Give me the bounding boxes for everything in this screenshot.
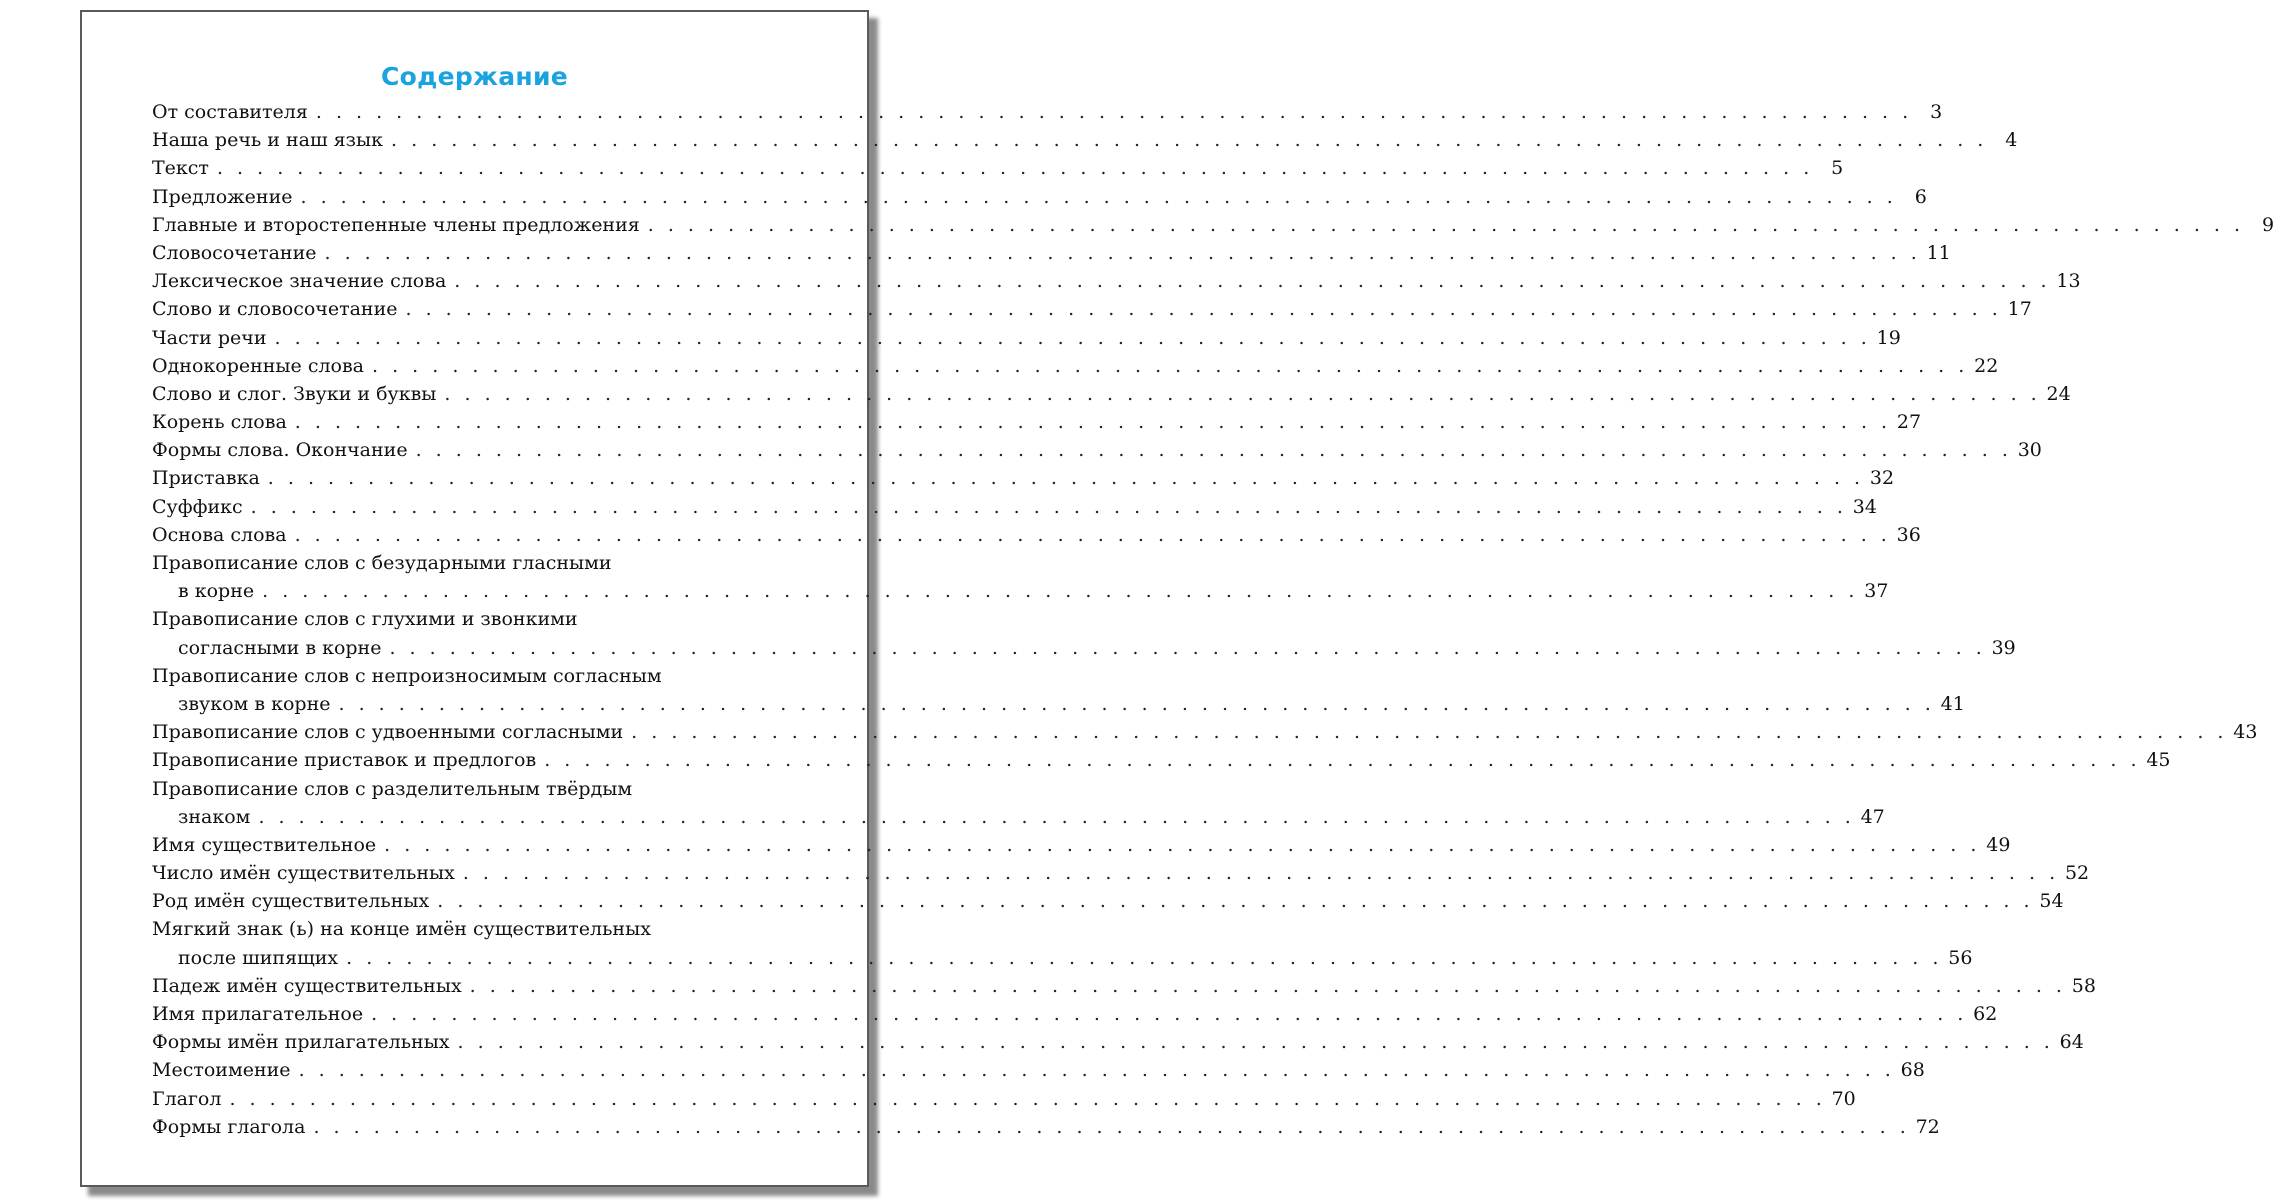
toc-entry[interactable] [152,408,1922,436]
toc-entry[interactable] [152,211,2274,239]
toc-page-number: 54 [2039,890,2064,913]
toc-entry[interactable] [152,239,1951,267]
dot-leader: . . . . . . . . . . . . . . . . . . . . . . . . . . . . . . . . . . . . . . . . . . . . . . . . . . . . . . . . . . . . . . . . . . . . . . . . . . . . . . . . [372,354,1969,377]
toc-entry[interactable] [152,859,2090,887]
toc-entry[interactable] [152,915,1973,971]
dot-leader: . . . . . . . . . . . . . . . . . . . . . . . . . . . . . . . . . . . . . . . . . . . . . . . . . . . . . . . . . . . . . . . . . . . . . . . . . . . . . . . . [647,213,2245,236]
toc-entry[interactable] [152,1085,1856,1113]
toc-page-number: 64 [2059,1031,2084,1054]
dot-leader: . . . . . . . . . . . . . . . . . . . . . . . . . . . . . . . . . . . . . . . . . . . . . . . . . . . . . . . . . . . . . . . . . . . . . . . . . . . . . . . . [315,101,1913,123]
toc-entry-title: Словосочетание [152,241,317,264]
dot-leader: . . . . . . . . . . . . . . . . . . . . . . . . . . . . . . . . . . . . . . . . . . . . . . . . . . . . . . . . . . . . . . . . . . . . . . . . . . . . . . . . [229,1087,1826,1110]
toc-entry[interactable] [152,98,1943,126]
toc-entry-title: Суффикс [152,495,243,518]
dot-leader: . . . . . . . . . . . . . . . . . . . . . . . . . . . . . . . . . . . . . . . . . . . . . . . . . . . . . . . . . . . . . . . . . . . . . . . . . . . . . . . . [462,862,2060,885]
toc-page-number: 3 [1930,101,1943,123]
toc-page-number: 62 [1973,1003,1998,1025]
toc-entry-line [152,464,1895,492]
dot-leader: . . . . . . . . . . . . . . . . . . . . . . . . . . . . . . . . . . . . . . . . . . . . . . . . . . . . . . . . . . . . . . . . . . . . . . . . . . . . . . . . [384,833,1981,856]
toc-entry[interactable] [152,154,1844,182]
toc-entry[interactable] [152,605,2016,661]
toc-page-number: 52 [2064,862,2090,885]
toc-entry[interactable] [152,295,2032,323]
toc-entry-title: Приставка [152,467,260,490]
toc-entry-title: Предложение [152,185,293,208]
toc-entry[interactable] [152,662,1965,718]
toc-page-number: 41 [1940,692,1965,715]
toc-entry-line [152,1000,1998,1028]
toc-entry-line [152,126,2018,154]
toc-entry-title: От составителя [152,101,308,123]
toc-entry-line [152,493,1877,521]
toc-entry-title: Правописание слов с безударными гласными [152,552,612,574]
toc-entry-title: Имя прилагательное [152,1003,364,1025]
toc-entry[interactable] [152,380,2071,408]
toc-page-number: 43 [2233,721,2258,744]
toc-entry-title: Число имён существительных [152,862,455,885]
toc-entry-line [152,436,2042,464]
toc-entry-title: Корень слова [152,411,287,434]
toc-entry-line [152,98,1943,126]
toc-page-number: 56 [1948,946,1973,969]
toc-page-number: 24 [2046,382,2071,405]
toc-entry-title: Формы слова. Окончание [152,439,408,462]
toc-entry[interactable] [152,464,1895,492]
toc-entry-line [152,324,1901,352]
toc-entry[interactable] [152,1000,1998,1028]
toc-entry-line [152,803,1885,831]
toc-entry-line [152,380,2071,408]
toc-entry-title: Главные и второстепенные члены предложения [152,213,640,236]
toc-entry-line [152,887,2064,915]
toc-entry-line [152,634,2016,662]
toc-entry-line [152,267,2081,295]
toc-entry-line [152,154,1844,182]
toc-page-number: 72 [1915,1115,1940,1138]
toc-entry-title: Формы имён прилагательных [152,1031,450,1054]
toc-entry-line [152,1028,2084,1056]
toc-entry-line [152,831,2011,859]
toc-entry-title: Глагол [152,1087,222,1110]
toc-entry[interactable] [152,549,1889,605]
toc-entry-line [152,295,2032,323]
toc-entry[interactable] [152,324,1901,352]
toc-entry-title: Текст [152,157,209,180]
book-page [80,10,2274,1187]
toc-page-number: 45 [2146,749,2171,772]
toc-entry-line [152,549,770,577]
dot-leader: . . . . . . . . . . . . . . . . . . . . . . . . . . . . . . . . . . . . . . . . . . . . . . . . . . . . . . . . . . . . . . . . . . . . . . . . . . . . . . . . [346,946,1943,969]
toc-entry-title: Слово и словосочетание [152,298,398,321]
toc-page-number: 68 [1900,1059,1925,1082]
toc-entry[interactable] [152,887,2064,915]
toc-entry[interactable] [152,972,2096,1000]
toc-entry-title: знаком [178,805,251,828]
dot-leader: . . . . . . . . . . . . . . . . . . . . . . . . . . . . . . . . . . . . . . . . . . . . . . . . . . . . . . . . . . . . . . . . . . . . . . . . . . . . . . . . [300,185,1897,208]
toc-page-number: 47 [1860,805,1885,828]
toc-entry-line [152,915,770,943]
toc-page-number: 37 [1864,580,1889,603]
toc-page-number: 6 [1914,185,1927,208]
toc-entry-line [152,1085,1856,1113]
toc-entry-line [152,662,770,690]
toc-entry-line [152,859,2090,887]
toc-entry-title: звуком в корне [178,692,331,715]
toc-entry-title: Формы глагола [152,1115,306,1138]
toc-entry-line [152,1113,1940,1141]
toc-entry[interactable] [152,1028,2084,1056]
toc-entry-line [152,718,2258,746]
toc-entry-line [152,775,770,803]
toc-page-number: 13 [2056,270,2081,293]
toc-page-number: 17 [2007,298,2032,321]
toc-entry-line [152,183,1927,211]
dot-leader: . . . . . . . . . . . . . . . . . . . . . . . . . . . . . . . . . . . . . . . . . . . . . . . . . . . . . . . . . . . . . . . . . . . . . . . . . . . . . . . . [389,636,1986,659]
toc-page-number: 39 [1991,636,2016,659]
toc-page-number: 30 [2017,439,2042,462]
dot-leader: . . . . . . . . . . . . . . . . . . . . . . . . . . . . . . . . . . . . . . . . . . . . . . . . . . . . . . . . . . . . . . . . . . . . . . . . . . . . . . . . [216,157,1814,180]
toc-entry-title: Правописание слов с удвоенными согласными [152,721,624,744]
toc-entry-title: Мягкий знак (ь) на конце имён существительных [152,918,651,941]
toc-entry-line [152,239,1951,267]
toc-entry[interactable] [152,493,1877,521]
toc-page-number: 49 [1986,833,2011,856]
page-title: Содержание [380,62,569,91]
toc-entry-title: Местоимение [152,1059,291,1082]
dot-leader: . . . . . . . . . . . . . . . . . . . . . . . . . . . . . . . . . . . . . . . . . . . . . . . . . . . . . . . . . . . . . . . . . . . . . . . . . . . . . . . . [444,382,2041,405]
toc-entry-title: в корне [178,580,255,603]
toc-entry-title: Слово и слог. Звуки и буквы [152,382,437,405]
toc-entry-title: согласными в корне [178,636,382,659]
toc-entry[interactable] [152,831,2011,859]
toc-entry[interactable] [152,183,1927,211]
dot-leader: . . . . . . . . . . . . . . . . . . . . . . . . . . . . . . . . . . . . . . . . . . . . . . . . . . . . . . . . . . . . . . . . . . . . . . . . . . . . . . . . [631,721,2228,744]
toc-entry-title: Падеж имён существительных [152,974,462,997]
toc-entry[interactable] [152,746,2171,774]
toc-entry[interactable] [152,436,2042,464]
dot-leader: . . . . . . . . . . . . . . . . . . . . . . . . . . . . . . . . . . . . . . . . . . . . . . . . . . . . . . . . . . . . . . . . . . . . . . . . . . . . . . . . [258,805,1855,828]
dot-leader: . . . . . . . . . . . . . . . . . . . . . . . . . . . . . . . . . . . . . . . . . . . . . . . . . . . . . . . . . . . . . . . . . . . . . . . . . . . . . . . . [294,523,1891,546]
toc-entry[interactable] [152,775,1885,831]
toc-entry-line [152,605,770,633]
toc-entry-title: Лексическое значение слова [152,270,447,293]
toc-entry[interactable] [152,718,2258,746]
dot-leader: . . . . . . . . . . . . . . . . . . . . . . . . . . . . . . . . . . . . . . . . . . . . . . . . . . . . . . . . . . . . . . . . . . . . . . . . . . . . . . . . [338,692,1935,715]
toc-entry-title: Правописание слов с разделительным твёрдым [152,777,633,800]
toc-entry-title: после шипящих [178,946,339,969]
toc-page-number: 58 [2071,974,2096,997]
dot-leader: . . . . . . . . . . . . . . . . . . . . . . . . . . . . . . . . . . . . . . . . . . . . . . . . . . . . . . . . . . . . . . . . . . . . . . . . . . . . . . . . [262,580,1859,603]
toc-entry-line [152,521,1921,549]
toc-page-number: 11 [1926,241,1951,264]
dot-leader: . . . . . . . . . . . . . . . . . . . . . . . . . . . . . . . . . . . . . . . . . . . . . . . . . . . . . . . . . . . . . . . . . . . . . . . . . . . . . . . . [391,129,1988,152]
dot-leader: . . . . . . . . . . . . . . . . . . . . . . . . . . . . . . . . . . . . . . . . . . . . . . . . . . . . . . . . . . . . . . . . . . . . . . . . . . . . . . . . [371,1003,1968,1025]
dot-leader: . . . . . . . . . . . . . . . . . . . . . . . . . . . . . . . . . . . . . . . . . . . . . . . . . . . . . . . . . . . . . . . . . . . . . . . . . . . . . . . . [405,298,2002,321]
dot-leader: . . . . . . . . . . . . . . . . . . . . . . . . . . . . . . . . . . . . . . . . . . . . . . . . . . . . . . . . . . . . . . . . . . . . . . . . . . . . . . . . [250,495,1847,518]
toc-entry-title: Имя существительное [152,833,377,856]
toc-entry-line [152,408,1922,436]
toc-entry[interactable] [152,267,2081,295]
toc-entry-title: Части речи [152,326,267,349]
toc-page-number: 36 [1896,523,1921,546]
toc-entry-line [152,352,1999,380]
dot-leader: . . . . . . . . . . . . . . . . . . . . . . . . . . . . . . . . . . . . . . . . . . . . . . . . . . . . . . . . . . . . . . . . . . . . . . . . . . . . . . . . [267,467,1865,490]
toc-entry-title: Род имён существительных [152,890,430,913]
toc-page-number: 9 [2261,213,2274,236]
dot-leader: . . . . . . . . . . . . . . . . . . . . . . . . . . . . . . . . . . . . . . . . . . . . . . . . . . . . . . . . . . . . . . . . . . . . . . . . . . . . . . . . [274,326,1871,349]
toc-entry[interactable] [152,1056,1925,1084]
dot-leader: . . . . . . . . . . . . . . . . . . . . . . . . . . . . . . . . . . . . . . . . . . . . . . . . . . . . . . . . . . . . . . . . . . . . . . . . . . . . . . . . [415,439,2012,462]
toc-page-number: 22 [1974,354,1999,377]
toc-entry-line [152,211,2274,239]
toc-entry-line [152,972,2096,1000]
toc-entry-title: Однокоренные слова [152,354,365,377]
dot-leader: . . . . . . . . . . . . . . . . . . . . . . . . . . . . . . . . . . . . . . . . . . . . . . . . . . . . . . . . . . . . . . . . . . . . . . . . . . . . . . . . [294,411,1892,434]
dot-leader: . . . . . . . . . . . . . . . . . . . . . . . . . . . . . . . . . . . . . . . . . . . . . . . . . . . . . . . . . . . . . . . . . . . . . . . . . . . . . . . . [544,749,2141,772]
toc-page-number: 5 [1831,157,1844,180]
dot-leader: . . . . . . . . . . . . . . . . . . . . . . . . . . . . . . . . . . . . . . . . . . . . . . . . . . . . . . . . . . . . . . . . . . . . . . . . . . . . . . . . [324,241,1921,264]
dot-leader: . . . . . . . . . . . . . . . . . . . . . . . . . . . . . . . . . . . . . . . . . . . . . . . . . . . . . . . . . . . . . . . . . . . . . . . . . . . . . . . . [313,1115,1910,1138]
toc-page-number: 34 [1852,495,1877,518]
toc-entry[interactable] [152,126,2018,154]
dot-leader: . . . . . . . . . . . . . . . . . . . . . . . . . . . . . . . . . . . . . . . . . . . . . . . . . . . . . . . . . . . . . . . . . . . . . . . . . . . . . . . . [454,270,2051,293]
toc-entry[interactable] [152,521,1921,549]
dot-leader: . . . . . . . . . . . . . . . . . . . . . . . . . . . . . . . . . . . . . . . . . . . . . . . . . . . . . . . . . . . . . . . . . . . . . . . . . . . . . . . . [457,1031,2054,1054]
toc-entry[interactable] [152,1113,1940,1141]
toc-entry-title: Правописание слов с непроизносимым согласным [152,664,662,687]
toc-entry-title: Основа слова [152,523,287,546]
toc-entry-title: Наша речь и наш язык [152,129,384,152]
toc-page-number: 27 [1896,411,1922,434]
toc-entry[interactable] [152,352,1999,380]
toc-entry-line [152,577,1889,605]
dot-leader: . . . . . . . . . . . . . . . . . . . . . . . . . . . . . . . . . . . . . . . . . . . . . . . . . . . . . . . . . . . . . . . . . . . . . . . . . . . . . . . . [298,1059,1895,1082]
toc-entry-line [152,690,1965,718]
toc-page-number: 70 [1831,1087,1856,1110]
toc-entry-title: Правописание приставок и предлогов [152,749,537,772]
toc-page-number: 4 [2005,129,2018,152]
toc-entry-title: Правописание слов с глухими и звонкими [152,608,578,631]
toc-entry-line [152,746,2171,774]
toc-page-number: 19 [1876,326,1901,349]
dot-leader: . . . . . . . . . . . . . . . . . . . . . . . . . . . . . . . . . . . . . . . . . . . . . . . . . . . . . . . . . . . . . . . . . . . . . . . . . . . . . . . . [469,974,2066,997]
toc-entry-line [152,944,1973,972]
table-of-contents [152,98,2274,1141]
toc-entry-line [152,1056,1925,1084]
toc-page-number: 32 [1869,467,1895,490]
dot-leader: . . . . . . . . . . . . . . . . . . . . . . . . . . . . . . . . . . . . . . . . . . . . . . . . . . . . . . . . . . . . . . . . . . . . . . . . . . . . . . . . [437,890,2034,913]
